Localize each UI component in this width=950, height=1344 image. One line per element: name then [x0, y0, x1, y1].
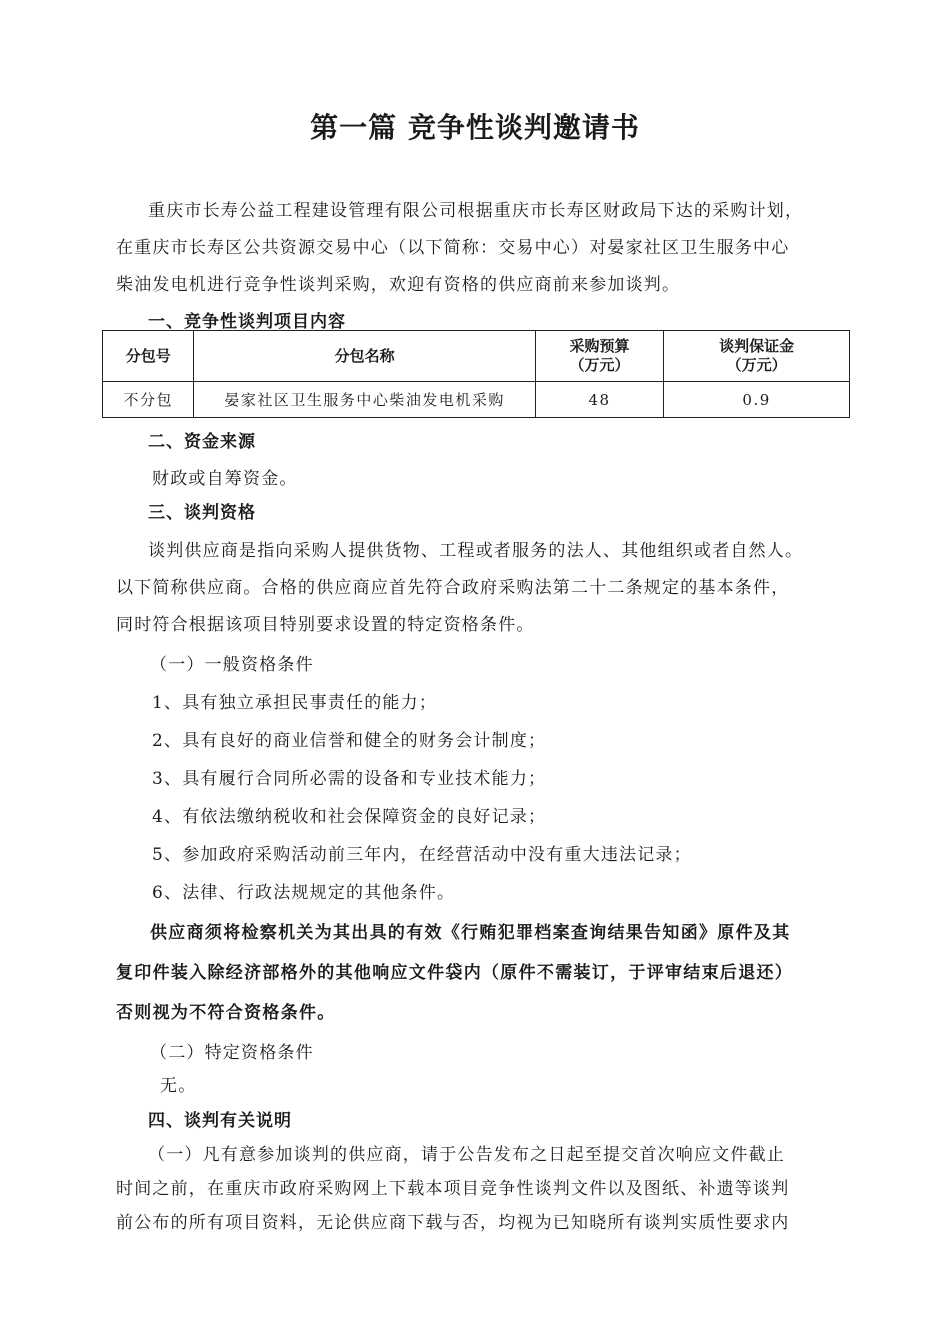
header-budget-line2: （万元） [569, 356, 630, 374]
section-4-line-3: 前公布的所有项目资料，无论供应商下载与否，均视为已知晓所有谈判实质性要求内 [116, 1213, 790, 1233]
section-3-line-2: 以下简称供应商。合格的供应商应首先符合政府采购法第二十二条规定的基本条件， [116, 578, 790, 598]
section-2-text: 财政或自筹资金。 [152, 469, 298, 489]
section-3-line-3: 同时符合根据该项目特别要求设置的特定资格条件。 [116, 615, 535, 635]
list-item: 2、具有良好的商业信誉和健全的财务会计制度； [152, 731, 547, 751]
list-item: 6、法律、行政法规规定的其他条件。 [152, 883, 456, 903]
section-4-heading: 四、谈判有关说明 [148, 1111, 292, 1131]
bold-notice-line-3: 否则视为不符合资格条件。 [116, 1003, 336, 1023]
intro-line-3: 柴油发电机进行竞争性谈判采购，欢迎有资格的供应商前来参加谈判。 [116, 275, 681, 295]
header-deposit-line1: 谈判保证金 [719, 337, 795, 355]
intro-line-1: 重庆市长寿公益工程建设管理有限公司根据重庆市长寿区财政局下达的采购计划， [148, 201, 804, 221]
header-budget [535, 331, 663, 382]
header-budget-line1: 采购预算 [569, 337, 630, 355]
bold-notice-line-1: 供应商须将检察机关为其出具的有效《行贿犯罪档案查询结果告知函》原件及其 [150, 923, 791, 943]
table-row [103, 382, 850, 418]
section-4-line-2: 时间之前，在重庆市政府采购网上下载本项目竞争性谈判文件以及图纸、补遗等谈判 [116, 1179, 790, 1199]
specific-qualification-text: 无。 [160, 1076, 197, 1096]
list-item: 5、参加政府采购活动前三年内，在经营活动中没有重大违法记录； [152, 845, 692, 865]
section-1-heading: 一、竞争性谈判项目内容 [148, 312, 346, 332]
general-qualification-title: （一）一般资格条件 [150, 655, 314, 675]
list-item: 1、具有独立承担民事责任的能力； [152, 693, 438, 713]
table-header-row [103, 331, 850, 382]
list-item: 3、具有履行合同所必需的设备和专业技术能力； [152, 769, 547, 789]
cell-package-name: 晏家社区卫生服务中心柴油发电机采购 [194, 382, 536, 418]
header-deposit-line2: （万元） [726, 356, 787, 374]
intro-line-2: 在重庆市长寿区公共资源交易中心（以下简称：交易中心）对晏家社区卫生服务中心 [116, 238, 790, 258]
section-3-heading: 三、谈判资格 [148, 503, 256, 523]
section-2-heading: 二、资金来源 [148, 432, 256, 452]
header-package-name: 分包名称 [194, 331, 536, 382]
cell-budget: 48 [535, 382, 663, 418]
specific-qualification-title: （二）特定资格条件 [150, 1043, 314, 1063]
section-3-line-1: 谈判供应商是指向采购人提供货物、工程或者服务的法人、其他组织或者自然人。 [148, 541, 804, 561]
section-4-line-1: （一）凡有意参加谈判的供应商，请于公告发布之日起至提交首次响应文件截止 [148, 1145, 785, 1165]
header-deposit [664, 331, 850, 382]
bold-notice-line-2: 复印件装入除经济部格外的其他响应文件袋内（原件不需装订，于评审结束后退还） [116, 963, 794, 983]
package-table [102, 330, 850, 418]
list-item: 4、有依法缴纳税收和社会保障资金的良好记录； [152, 807, 547, 827]
header-package-no: 分包号 [103, 331, 194, 382]
document-title: 第一篇 竞争性谈判邀请书 [310, 111, 640, 144]
cell-deposit: 0.9 [664, 382, 850, 418]
cell-package-no: 不分包 [103, 382, 194, 418]
